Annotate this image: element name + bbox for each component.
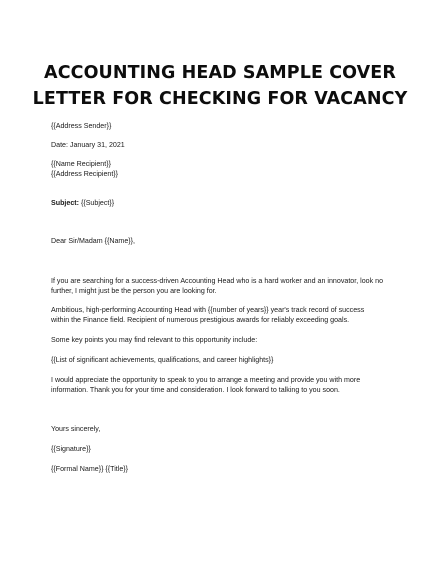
paragraph-2-line-1: Ambitious, high-performing Accounting Head with {{number of years}} year's track record of success — [51, 306, 365, 314]
paragraph-1-line-1: If you are searching for a success-driven Accounting Head who is a hard worker and an innovator, look no — [51, 277, 384, 285]
paragraph-4: {{List of significant achievements, qualifications, and career highlights}} — [51, 356, 274, 364]
subject-label: Subject: — [51, 199, 79, 207]
letter-date: Date: January 31, 2021 — [51, 141, 125, 149]
address-sender: {{Address Sender}} — [51, 122, 112, 130]
address-recipient: {{Address Recipient}} — [51, 170, 119, 178]
formal-name-title: {{Formal Name}} {{Title}} — [51, 465, 129, 473]
paragraph-5-line-1: I would appreciate the opportunity to speak to you to arrange a meeting and provide you with more — [51, 376, 361, 384]
salutation: Dear Sir/Madam {{Name}}, — [51, 237, 135, 245]
paragraph-2-line-2: within the Finance field. Recipient of numerous prestigious awards for reliably exceeding goals. — [51, 316, 350, 324]
paragraph-1-line-2: further, I might just be the person you are looking for. — [51, 287, 217, 295]
name-recipient: {{Name Recipient}} — [51, 160, 111, 168]
document-title-line-1: ACCOUNTING HEAD SAMPLE COVER — [44, 63, 396, 83]
paragraph-3: Some key points you may find relevant to this opportunity include: — [51, 336, 258, 344]
subject-line — [51, 198, 396, 209]
signature: {{Signature}} — [51, 445, 91, 453]
subject-value: {{Subject}} — [78, 199, 115, 207]
closing: Yours sincerely, — [51, 425, 101, 433]
paragraph-5-line-2: information. Thank you for your time and consideration. I look forward to talking to you soon. — [51, 386, 340, 394]
document-title-line-2: LETTER FOR CHECKING FOR VACANCY — [32, 89, 408, 109]
